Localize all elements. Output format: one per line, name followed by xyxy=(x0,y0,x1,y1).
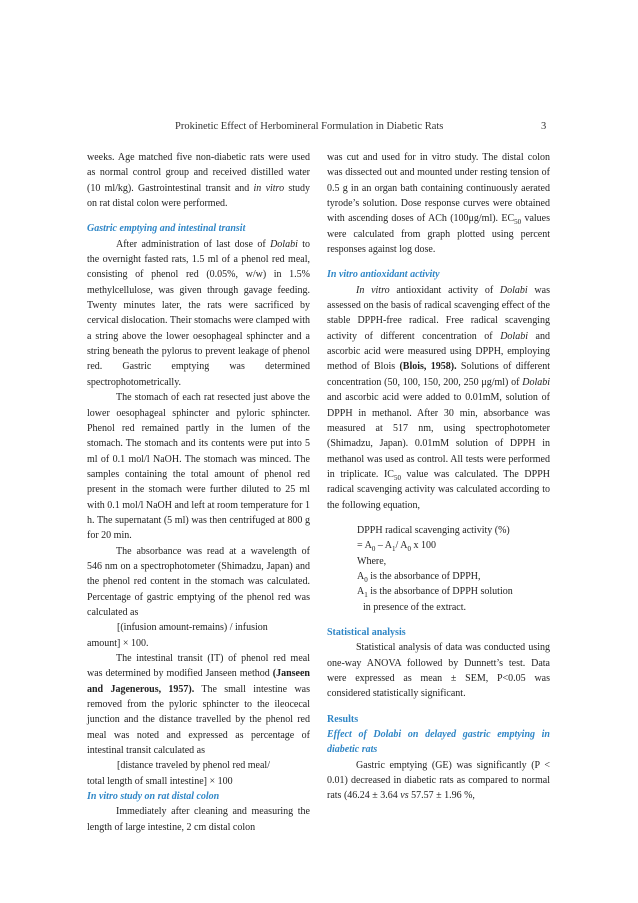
formula-line: [(infusion amount-remains) / infusion xyxy=(117,622,268,634)
running-header xyxy=(0,121,638,137)
citation: (Blois, 1958). xyxy=(399,361,457,373)
section-heading: Statistical analysis xyxy=(327,626,406,638)
paragraph: The absorbance was read at a wavelength of 546 nm on a spectrophotometer (Shimadzu, Japan) and the phenol red content in the stomach was calculated. Percentage of gastric emptying of the phenol red was calculated as xyxy=(87,545,310,618)
paragraph: The intestinal transit (IT) of phenol red meal was determined by modified Janseen method (Janseen and Jagenerous, 1957). The small intestine was removed from the pyloric sphincter to the ileocecal junction and the distance travelled by the phenol red meal was noted and expressed as percentage of intestinal transit calculated as xyxy=(87,653,310,757)
section-heading: In vitro antioxidant activity xyxy=(327,269,440,281)
left-column xyxy=(87,150,310,835)
equation-line: in presence of the extract. xyxy=(363,601,467,613)
formula-line: amount] × 100. xyxy=(87,637,149,649)
paragraph: The stomach of each rat resected just above the lower oesophageal sphincter and pyloric sphincter. Phenol red remained partly in the lumen of the stomach. The stomach and its contents were put into 5 ml of 0.1 mol/l NaOH. The stomach was minced. The samples containing the total amount of phenol red present in the stomach were further diluted to 25 ml with 0.1 mol/l NaOH and left at room temperature for 1 h. The supernatant (5 ml) was then centrifuged at 800 g for 20 min. xyxy=(87,392,310,542)
citation: (Janseen and Jagenerous, 1957). xyxy=(87,668,310,695)
paragraph: Immediately after cleaning and measuring the length of large intestine, 2 cm distal colon xyxy=(87,806,310,833)
paragraph: Gastric emptying (GE) was significantly (P < 0.01) decreased in diabetic rats as compared to normal rats (46.24 ± 3.64 vs 57.57 ± 1.96 %, xyxy=(327,759,550,802)
paragraph: In vitro antioxidant activity of Dolabi was assessed on the basis of radical scavenging effect of the stable DPPH-free radical. Free radical scavenging activity of different concentration of Dolabi and ascorbic acid were measured using DPPH, employing method of Blois (Blois, 1958). Solutions of different concentration (50, 100, 150, 200, 250 μg/ml) of Dolabi and ascorbic acid were added to 0.01mM, solution of DPPH in methanol. After 30 min, absorbance was measured at 517 nm, using spectrophotometer (Shimadzu, Japan). 0.01mM solution of DPPH in methanol was used as control. All tests were performed in triplicate. $IC_{50}$ value was calculated. The DPPH radical scavenging activity was calculated according to the following equation, xyxy=(327,284,550,511)
section-heading: Results xyxy=(327,713,359,725)
formula-line: total length of small intestine] × 100 xyxy=(87,775,233,787)
paragraph: Statistical analysis of data was conducted using one-way ANOVA followed by Dunnett’s test. Data were expressed as mean ± SEM, P<0.05 was considered statistically significant. xyxy=(327,642,550,700)
equation-line: Where, xyxy=(357,555,387,567)
paragraph: weeks. Age matched five non-diabetic rats were used as normal control group and received distilled water (10 ml/kg). Gastrointestinal transit and in vitro study on rat distal colon were performed. xyxy=(87,152,311,210)
formula-line: [distance traveled by phenol red meal/ xyxy=(117,760,270,772)
equation-line: = $A_0 - A_1/$ $A_0$ x 100 xyxy=(357,540,436,554)
equation-line: $A_0$ is the absorbance of DPPH, xyxy=(357,570,481,584)
page-number: 3 xyxy=(541,121,547,132)
subsection-heading: Effect of Dolabi on delayed gastric emptying in diabetic rats xyxy=(327,729,550,756)
paragraph: After administration of last dose of Dolabi to the overnight fasted rats, 1.5 ml of a phenol red meal, consisting of phenol red (0.05%, w/w) in 1.5% methylcellulose, was given through gavage feeding. Twenty minutes later, the rats were sacrificed by cervical dislocation. Their stomachs were clamped with a string above the lower oesophageal sphincter and a string beneath the pylorus to prevent leakage of phenol red. Gastric emptying was determined spectrophotometrically. xyxy=(87,238,311,388)
section-heading: In vitro study on rat distal colon xyxy=(87,791,220,803)
equation-line: DPPH radical scavenging activity (%) xyxy=(357,524,510,536)
equation-block xyxy=(327,523,550,615)
paragraph: was cut and used for in vitro study. The distal colon was dissected out and mounted under resting tension of 0.5 g in an organ bath containing continuously aerated tyrode’s solution. Dose response curves were obtained with ascending doses of ACh (100μg/ml). $EC_{50}$ values were calculated from graph plotted using percent responses against log dose. xyxy=(327,152,550,256)
running-title: Prokinetic Effect of Herbomineral Formulation in Diabetic Rats xyxy=(175,121,444,132)
equation-line: $A_1$ is the absorbance of DPPH solution xyxy=(357,586,513,600)
section-heading: Gastric emptying and intestinal transit xyxy=(87,223,246,235)
right-column xyxy=(327,150,550,804)
